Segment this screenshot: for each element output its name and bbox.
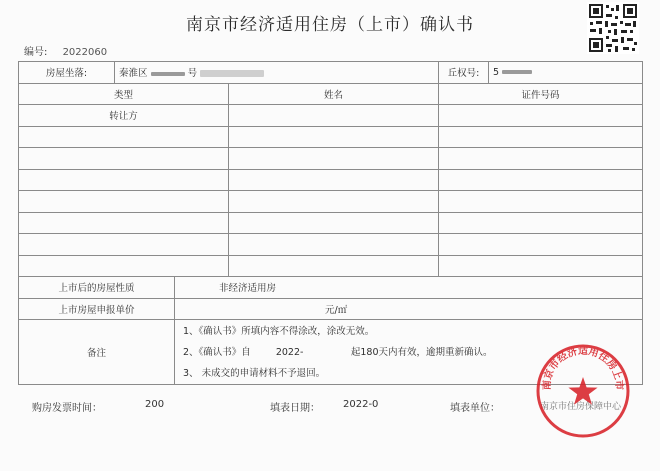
fill-unit-value: 南京市住房保障中心 bbox=[540, 402, 622, 412]
party-row bbox=[19, 212, 643, 234]
location-value bbox=[115, 62, 439, 84]
seal-star-icon bbox=[568, 377, 597, 405]
confirmation-table bbox=[18, 61, 643, 385]
declared-price-unit: 元/㎡ bbox=[325, 304, 348, 316]
document-title: 南京市经济适用住房（上市）确认书 bbox=[186, 15, 474, 35]
remark-line-2-prefix: 2、《确认书》自 bbox=[183, 346, 251, 358]
location-label: 房屋坐落: bbox=[19, 62, 115, 84]
fill-unit-label: 填表单位： bbox=[450, 403, 500, 414]
header-id-number: 证件号码 bbox=[439, 83, 643, 105]
party-row bbox=[19, 191, 643, 213]
rights-value-text: 5 bbox=[493, 66, 500, 78]
party-row bbox=[19, 234, 643, 256]
party-name bbox=[229, 105, 439, 127]
serial-label: 编号: bbox=[24, 47, 48, 58]
remark-line-2-date: 2022- bbox=[275, 346, 304, 358]
remark-line-2-suffix: 起180天内有效，逾期重新确认。 bbox=[350, 346, 493, 358]
fill-date-value: 2022-0 bbox=[343, 399, 379, 410]
official-seal bbox=[535, 343, 631, 439]
declared-price-row bbox=[19, 298, 643, 320]
party-row bbox=[19, 169, 643, 191]
party-type: 转让方 bbox=[19, 105, 229, 127]
after-listing-value: 非经济适用房 bbox=[175, 277, 643, 299]
rights-value bbox=[489, 62, 643, 84]
serial-value: 2022060 bbox=[62, 47, 108, 58]
location-district: 秦淮区 bbox=[119, 68, 148, 80]
location-number-suffix: 号 bbox=[187, 68, 198, 80]
serial-number bbox=[24, 43, 107, 58]
party-row bbox=[19, 148, 643, 170]
header-name: 姓名 bbox=[229, 83, 439, 105]
remark-line-3: 3、 未成交的申请材料不予退回。 bbox=[183, 367, 326, 379]
party-id-number bbox=[439, 105, 643, 127]
party-row bbox=[19, 255, 643, 277]
property-row bbox=[19, 62, 643, 84]
remark-line-1: 1、《确认书》所填内容不得涂改，涂改无效。 bbox=[183, 325, 375, 337]
fill-date-label: 填表日期： bbox=[270, 403, 320, 414]
rights-label: 丘权号: bbox=[439, 62, 489, 84]
seal-text: 南京市经济适用住房上市 bbox=[541, 345, 625, 391]
declared-price-value bbox=[175, 298, 643, 320]
header-type: 类型 bbox=[19, 83, 229, 105]
remarks-label: 备注 bbox=[19, 320, 175, 385]
party-row bbox=[19, 105, 643, 127]
invoice-date-value: 200 bbox=[145, 399, 165, 410]
after-listing-row bbox=[19, 277, 643, 299]
qr-code-icon bbox=[587, 2, 639, 54]
declared-price-label: 上市房屋申报单价 bbox=[19, 298, 175, 320]
party-row bbox=[19, 126, 643, 148]
after-listing-label: 上市后的房屋性质 bbox=[19, 277, 175, 299]
parties-header-row bbox=[19, 83, 643, 105]
invoice-date-label: 购房发票时间： bbox=[32, 403, 102, 414]
